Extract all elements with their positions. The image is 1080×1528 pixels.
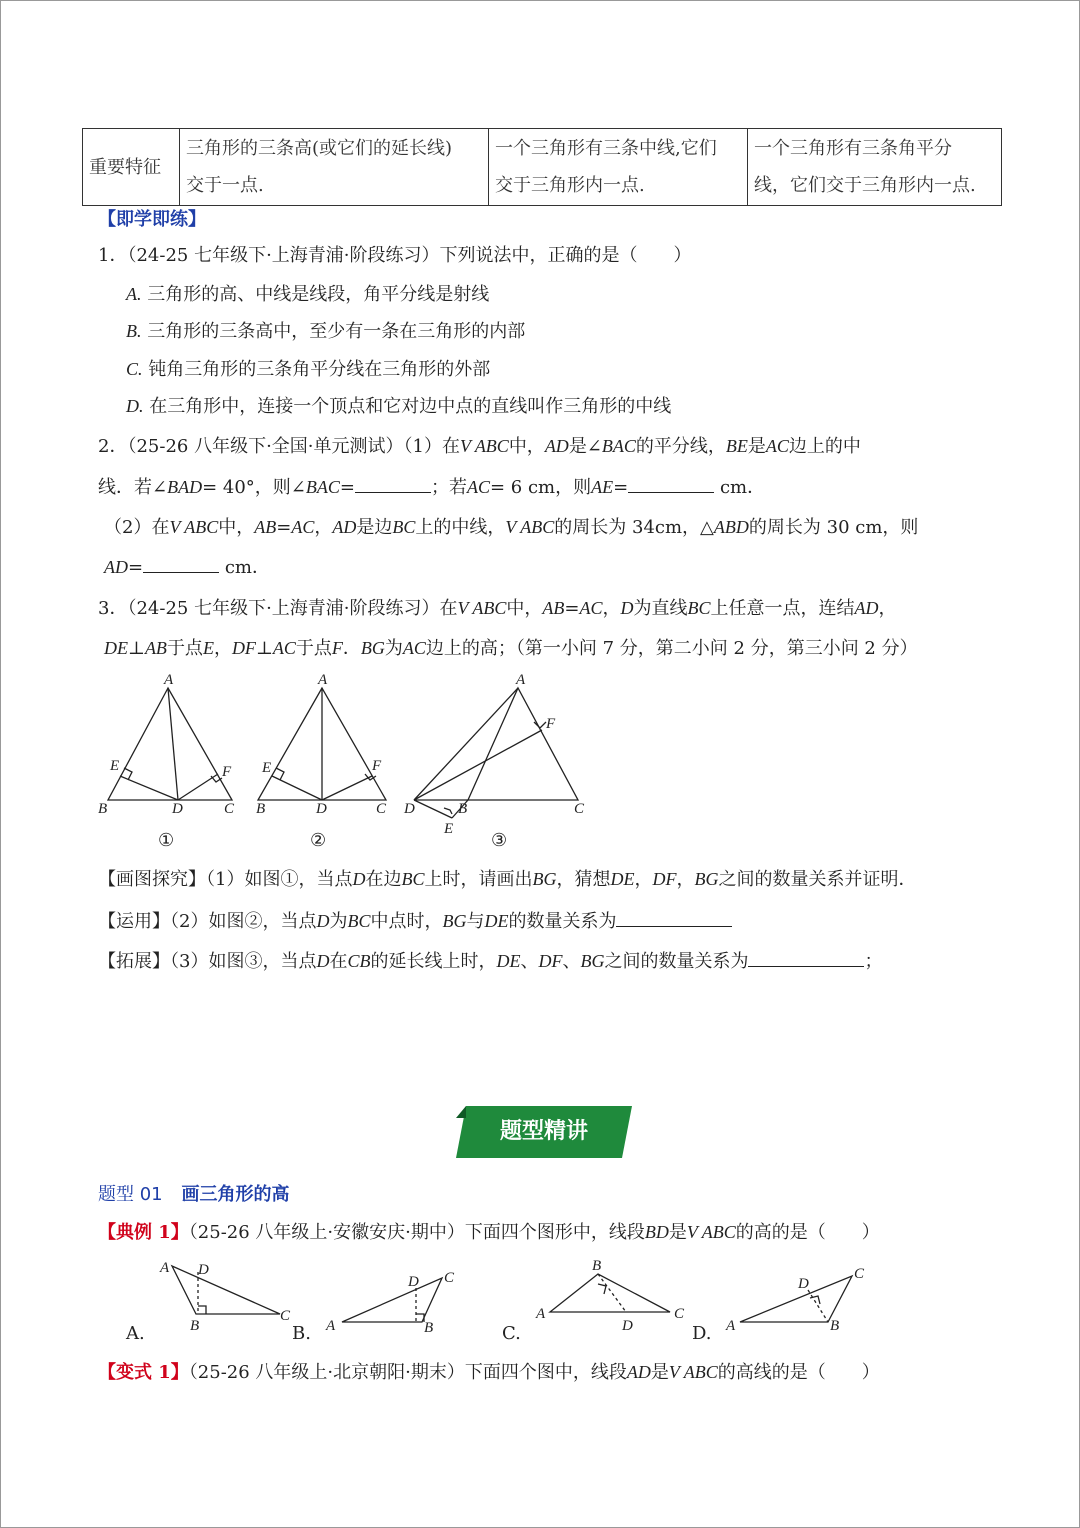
label-B: B	[458, 801, 468, 817]
label-A: A	[164, 672, 174, 688]
label-B: B	[190, 1318, 200, 1334]
label-B: B	[592, 1258, 602, 1274]
q1-option-b: B. 三角形的三条高中，至少有一条在三角形的内部	[126, 321, 526, 342]
option-b-label: B.	[292, 1323, 311, 1344]
q2-line4: AD= cm．	[104, 554, 270, 580]
option-c-label: C.	[502, 1323, 521, 1344]
label-C: C	[444, 1270, 455, 1286]
label-D: D	[404, 801, 415, 817]
q1-option-d: D. 在三角形中，连接一个顶点和它对边中点的直线叫作三角形的中线	[126, 396, 672, 417]
q1-stem: 1．（24-25 七年级下·上海青浦·阶段练习）下列说法中，正确的是（ ）	[98, 245, 692, 266]
label-C: C	[280, 1308, 291, 1324]
example1-figures	[120, 1254, 880, 1350]
q2-line1: 2．（25-26 八年级下·全国·单元测试）（1）在V ABC中，AD是∠BAC的平分线，BE是AC边上的中	[98, 436, 861, 457]
label-C: C	[854, 1266, 865, 1282]
practice-heading: 【即学即练】	[98, 209, 206, 230]
q2-line3: （2）在V ABC中，AB=AC，AD是边BC上的中线，V ABC的周长为 34cm，△ABD的周长为 30 cm，则	[104, 517, 919, 538]
answer-blank[interactable]	[628, 474, 714, 493]
q3-line2: DE⊥AB于点E，DF⊥AC于点F．BG为AC边上的高；（第一小问 7 分，第二小问 2 分，第三小问 2 分）	[104, 638, 918, 659]
label-C: C	[376, 801, 387, 817]
label-B: B	[256, 801, 266, 817]
label-A: A	[516, 672, 526, 688]
label-D: D	[198, 1262, 209, 1278]
label-F: F	[372, 758, 382, 774]
type01-heading: 题型 01 画三角形的高	[98, 1184, 290, 1205]
variant1-stem: 【变式 1】（25-26 八年级上·北京朝阳·期末）下面四个图中，线段AD是V ABC的高线的是（ ）	[98, 1362, 880, 1383]
feature-table	[82, 128, 1002, 206]
label-D: D	[172, 801, 183, 817]
table-cell-median: 一个三角形有三条中线,它们 交于三角形内一点.	[489, 129, 748, 206]
figure-caption: ①	[158, 830, 175, 851]
label-A: A	[326, 1318, 336, 1334]
answer-blank[interactable]	[616, 908, 732, 927]
q1-option-c: C. 钝角三角形的三条角平分线在三角形的外部	[126, 359, 491, 380]
label-A: A	[318, 672, 328, 688]
label-C: C	[224, 801, 235, 817]
q3-line1: 3．（24-25 七年级下·上海青浦·阶段练习）在V ABC中，AB=AC，D为直线BC上任意一点，连结AD，	[98, 598, 897, 619]
option-a-label: A.	[126, 1323, 145, 1344]
answer-blank[interactable]	[143, 554, 219, 573]
label-F: F	[222, 764, 232, 780]
figure-caption: ②	[310, 830, 327, 851]
label-E: E	[262, 760, 272, 776]
label-C: C	[574, 801, 585, 817]
label-C: C	[674, 1306, 685, 1322]
q3-part1: 【画图探究】（1）如图①，当点D在边BC上时，请画出BG，猜想DE，DF，BG之间的数量关系并证明．	[98, 869, 917, 890]
answer-blank[interactable]	[748, 948, 864, 967]
label-B: B	[98, 801, 108, 817]
table-cell-altitude: 三角形的三条高(或它们的延长线) 交于一点.	[180, 129, 489, 206]
section-badge-label: 题型精讲	[499, 1119, 588, 1144]
label-A: A	[536, 1306, 546, 1322]
example1-stem: 【典例 1】（25-26 八年级上·安徽安庆·期中）下面四个图形中，线段BD是V ABC的高的是（ ）	[98, 1222, 880, 1243]
label-A: A	[160, 1260, 170, 1276]
label-D: D	[798, 1276, 809, 1292]
label-B: B	[424, 1320, 434, 1336]
answer-blank[interactable]	[355, 474, 431, 493]
q2-line2: 线．若∠BAD= 40°，则∠BAC= ；若AC= 6 cm，则AE= cm．	[98, 474, 765, 500]
table-row-label: 重要特征	[83, 129, 180, 206]
figure-caption: ③	[491, 830, 508, 851]
option-d-label: D.	[692, 1323, 712, 1344]
label-E: E	[444, 821, 454, 837]
label-A: A	[726, 1318, 736, 1334]
label-F: F	[546, 716, 556, 732]
label-D: D	[316, 801, 327, 817]
table-cell-bisector: 一个三角形有三条角平分 线，它们交于三角形内一点.	[748, 129, 1002, 206]
q3-part2: 【运用】（2）如图②，当点D为BC中点时，BG与DE的数量关系为	[98, 908, 732, 934]
q1-option-a: A. 三角形的高、中线是线段，角平分线是射线	[126, 284, 490, 305]
q3-part3: 【拓展】（3）如图③，当点D在CB的延长线上时，DE、DF、BG之间的数量关系为 ；	[98, 948, 882, 974]
label-D: D	[622, 1318, 633, 1334]
label-D: D	[408, 1274, 419, 1290]
label-B: B	[830, 1318, 840, 1334]
label-E: E	[110, 758, 120, 774]
